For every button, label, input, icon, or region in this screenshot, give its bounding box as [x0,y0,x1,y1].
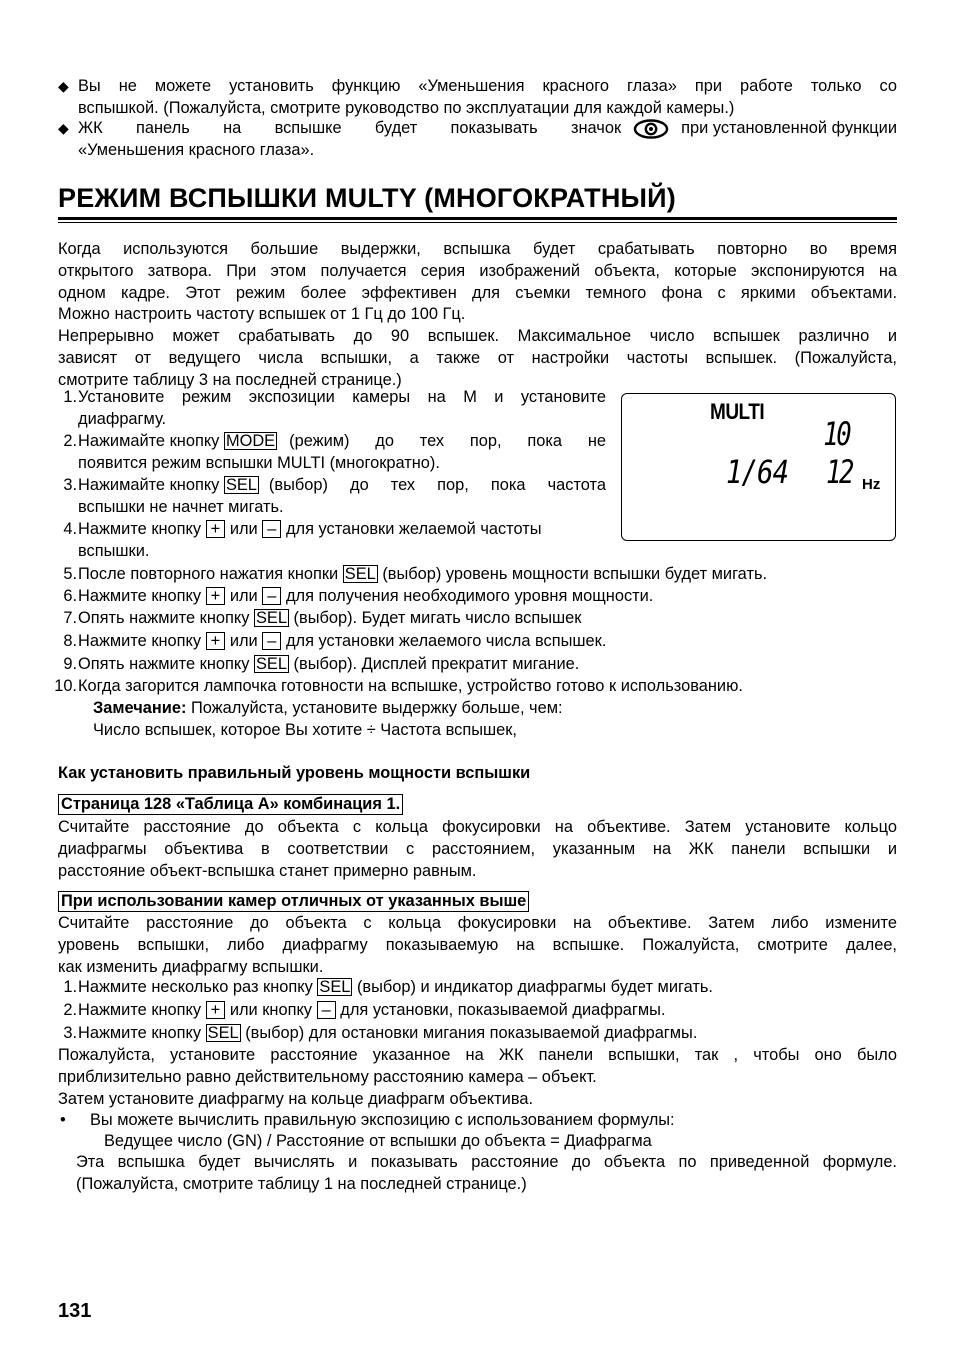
lcd-frequency-unit: Hz [862,476,881,493]
note: Замечание: Пожалуйста, установите выдержку больше, чем: [93,699,563,717]
lcd-flash-count: 10 [823,415,850,453]
sel-key: SEL [207,1024,239,1042]
lcd-shutter-speed: 1/64 [726,453,789,491]
minus-key: – [317,1001,336,1019]
heading-rule [58,217,897,220]
plus-key: + [206,520,226,538]
formula-bullet: • Вы можете вычислить правильную экспозицию с использованием формулы: [60,1111,675,1129]
reference-box: Страница 128 «Таблица A» комбинация 1. [58,794,403,816]
step-1: 1. Установите режим экспозиции камеры на М и установите диафрагму. [63,388,606,428]
page-number: 131 [58,1300,92,1322]
step-3: 3.Нажимайте кнопку SEL (выбор) до тех пор, пока частота вспышки не начнет мигать. [63,476,606,516]
step-6: 6.Нажмите кнопку + или – для получения необходимого уровня мощности. [63,587,654,605]
aperture-step-3: 3.Нажмите кнопку SEL (выбор) для остановки мигания показываемой диафрагмы. [63,1024,698,1042]
step-8: 8.Нажмите кнопку + или – для установки желаемого числа вспышек. [63,632,607,650]
bullet-1 [58,76,897,120]
step-7: 7.Опять нажмите кнопку SEL (выбор). Будет мигать число вспышек [63,609,582,627]
sel-key: SEL [319,978,351,996]
note-label: Замечание: [93,699,187,717]
paragraph-2: Считайте расстояние до объекта с кольца фокусировки на объективе. Затем либо измените уровень вспышки, либо диафрагму показываемую на вспышке. Пожалуйста, смотрите далее, как изменить диафрагму вспышки. [58,914,897,976]
minus-key: – [262,632,281,650]
note-formula: Число вспышек, которое Вы хотите ÷ Частота вспышек, [93,721,517,739]
mode-key: MODE [225,432,276,450]
heading-rule-thin [58,222,897,223]
aperture-step-2: 2.Нажмите кнопку + или кнопку – для установки, показываемой диафрагмы. [63,1001,666,1019]
lcd-mode-label: MULTI [710,400,765,425]
step-5: 5.После повторного нажатия кнопки SEL (выбор) уровень мощности вспышки будет мигать. [63,565,768,583]
bullet-diamond: ◆ [58,120,69,136]
paragraph-3: Пожалуйста, установите расстояние указанное на ЖК панели вспышки, так , чтобы оно было приблизительно равно действительному расстоянию камера – объект. Затем установите диафрагму на кольце диафрагм объектива. [58,1046,897,1108]
other-cameras-box: При использовании камер отличных от указанных выше [58,891,529,913]
intro-paragraph: Когда используются большие выдержки, вспышка будет срабатывать повторно во время открытого затвора. При этом получается серия изображений объекта, которые экспонируются на одном кадре. Этот режим более эффективен для съемки темного фона с яркими объектами. Можно настроить частоту вспышек от 1 Гц до 100 Гц. Непрерывно может срабатывать до 90 вспышек. Максимальное число вспышек различно и зависят от ведущего числа вспышки, а также от настройки частоты вспышек. (Пожалуйста, смотрите таблицу 3 на последней странице.) [58,240,897,389]
bullet-2: ◆ ЖК панель на вспышке будет показывать значок при установленной функции «Уменьшения красного глаза». [58,119,897,159]
minus-key: – [262,520,281,538]
page-heading: РЕЖИМ ВСПЫШКИ MULTY (МНОГОКРАТНЫЙ) [58,183,676,213]
step-2: 2.Нажимайте кнопку MODE (режим) до тех пор, пока не появится режим вспышки MULTI (многократно). [63,432,606,472]
paragraph-1: Считайте расстояние до объекта с кольца фокусировки на объективе. Затем установите кольцо диафрагмы объектива в соответствии с расстоянием, указанным на ЖК панели вспышки и расстояние объект-вспышка станет примерно равным. [58,818,897,880]
paragraph-4: Эта вспышка будет вычислять и показывать расстояние до объекта по приведенной формуле. (Пожалуйста, смотрите таблицу 1 на последней странице.) [76,1153,897,1193]
plus-key: + [206,632,226,650]
step-10: 10.Когда загорится лампочка готовности на вспышке, устройство готово к использованию. [54,677,743,695]
sel-key: SEL [255,609,287,627]
lcd-display [621,393,896,541]
formula: Ведущее число (GN) / Расстояние от вспышки до объекта = Диафрагма [104,1132,652,1150]
sel-key: SEL [344,565,376,583]
step-4: 4.Нажмите кнопку + или – для установки желаемой частоты вспышки. [63,520,542,560]
sel-key: SEL [255,655,287,673]
step-9: 9.Опять нажмите кнопку SEL (выбор). Дисплей прекратит мигание. [63,655,580,673]
plus-key: + [206,587,226,605]
section-title: Как установить правильный уровень мощности вспышки [58,764,531,782]
lcd-frequency: 12 [826,453,853,491]
bullet-diamond: ◆ [58,78,69,94]
bullet-text: Вы не можете установить функцию «Уменьшения красного глаза» при работе только со вспышкой. (Пожалуйста, смотрите руководство по эксплуатации для каждой камеры.) [78,77,897,117]
minus-key: – [262,587,281,605]
aperture-step-1: 1.Нажмите несколько раз кнопку SEL (выбор) и индикатор диафрагмы будет мигать. [63,978,713,996]
sel-key: SEL [225,476,257,494]
red-eye-icon [633,118,669,140]
bullet-text: ЖК панель на вспышке будет показывать значок при установленной функции [78,118,897,140]
plus-key: + [206,1001,226,1019]
